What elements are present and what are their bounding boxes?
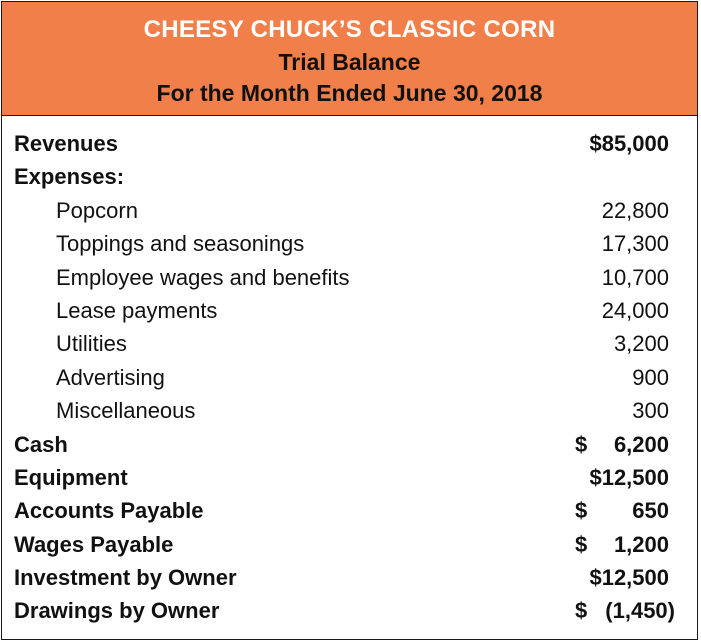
account-amount: 1,200 (613, 531, 669, 557)
account-list (2, 116, 697, 628)
document-header (2, 2, 697, 116)
account-row (2, 561, 697, 594)
account-label: Expenses: (14, 164, 125, 190)
account-row (2, 428, 697, 461)
account-amount: 6,200 (613, 431, 669, 457)
account-row (2, 261, 697, 294)
currency-symbol: $ (575, 498, 588, 524)
account-row (2, 594, 697, 627)
account-amount: 650 (632, 498, 669, 524)
account-row (2, 227, 697, 260)
account-label: Accounts Payable (14, 498, 204, 524)
statement-period: For the Month Ended June 30, 2018 (156, 80, 543, 106)
trial-balance-document (1, 1, 698, 640)
account-label: Lease payments (56, 297, 218, 323)
account-amount: 24,000 (601, 297, 669, 323)
account-row (2, 361, 697, 394)
currency-symbol: $ (575, 598, 588, 624)
account-row (2, 294, 697, 327)
account-label: Revenues (14, 131, 118, 156)
account-amount: 900 (632, 364, 669, 390)
account-row (2, 194, 697, 227)
account-amount: 10,700 (601, 264, 669, 290)
account-label: Wages Payable (14, 531, 174, 557)
account-row (2, 327, 697, 360)
account-row (2, 528, 697, 561)
account-label: Advertising (56, 364, 165, 390)
account-label: Investment by Owner (14, 565, 237, 591)
account-amount: 300 (632, 398, 669, 424)
account-row (2, 494, 697, 527)
account-row (2, 127, 697, 160)
account-row (2, 394, 697, 427)
account-row (2, 160, 697, 193)
account-amount: $12,500 (589, 464, 669, 490)
currency-symbol: $ (575, 531, 588, 557)
account-label: Employee wages and benefits (56, 264, 350, 290)
account-row (2, 461, 697, 494)
account-amount: $85,000 (589, 131, 669, 156)
account-label: Equipment (14, 464, 128, 490)
account-label: Toppings and seasonings (56, 231, 305, 257)
account-label: Drawings by Owner (14, 598, 220, 624)
account-amount: (1,450) (605, 598, 675, 624)
account-label: Miscellaneous (56, 398, 196, 424)
currency-symbol: $ (575, 431, 588, 457)
account-label: Cash (14, 431, 68, 457)
account-label: Popcorn (56, 197, 138, 223)
account-amount: 22,800 (601, 197, 669, 223)
company-name: CHEESY CHUCK’S CLASSIC CORN (143, 16, 556, 43)
account-amount: 3,200 (613, 331, 669, 357)
account-amount: 17,300 (601, 231, 669, 257)
statement-title: Trial Balance (278, 49, 421, 75)
account-amount: $12,500 (589, 565, 669, 591)
account-label: Utilities (56, 331, 127, 357)
